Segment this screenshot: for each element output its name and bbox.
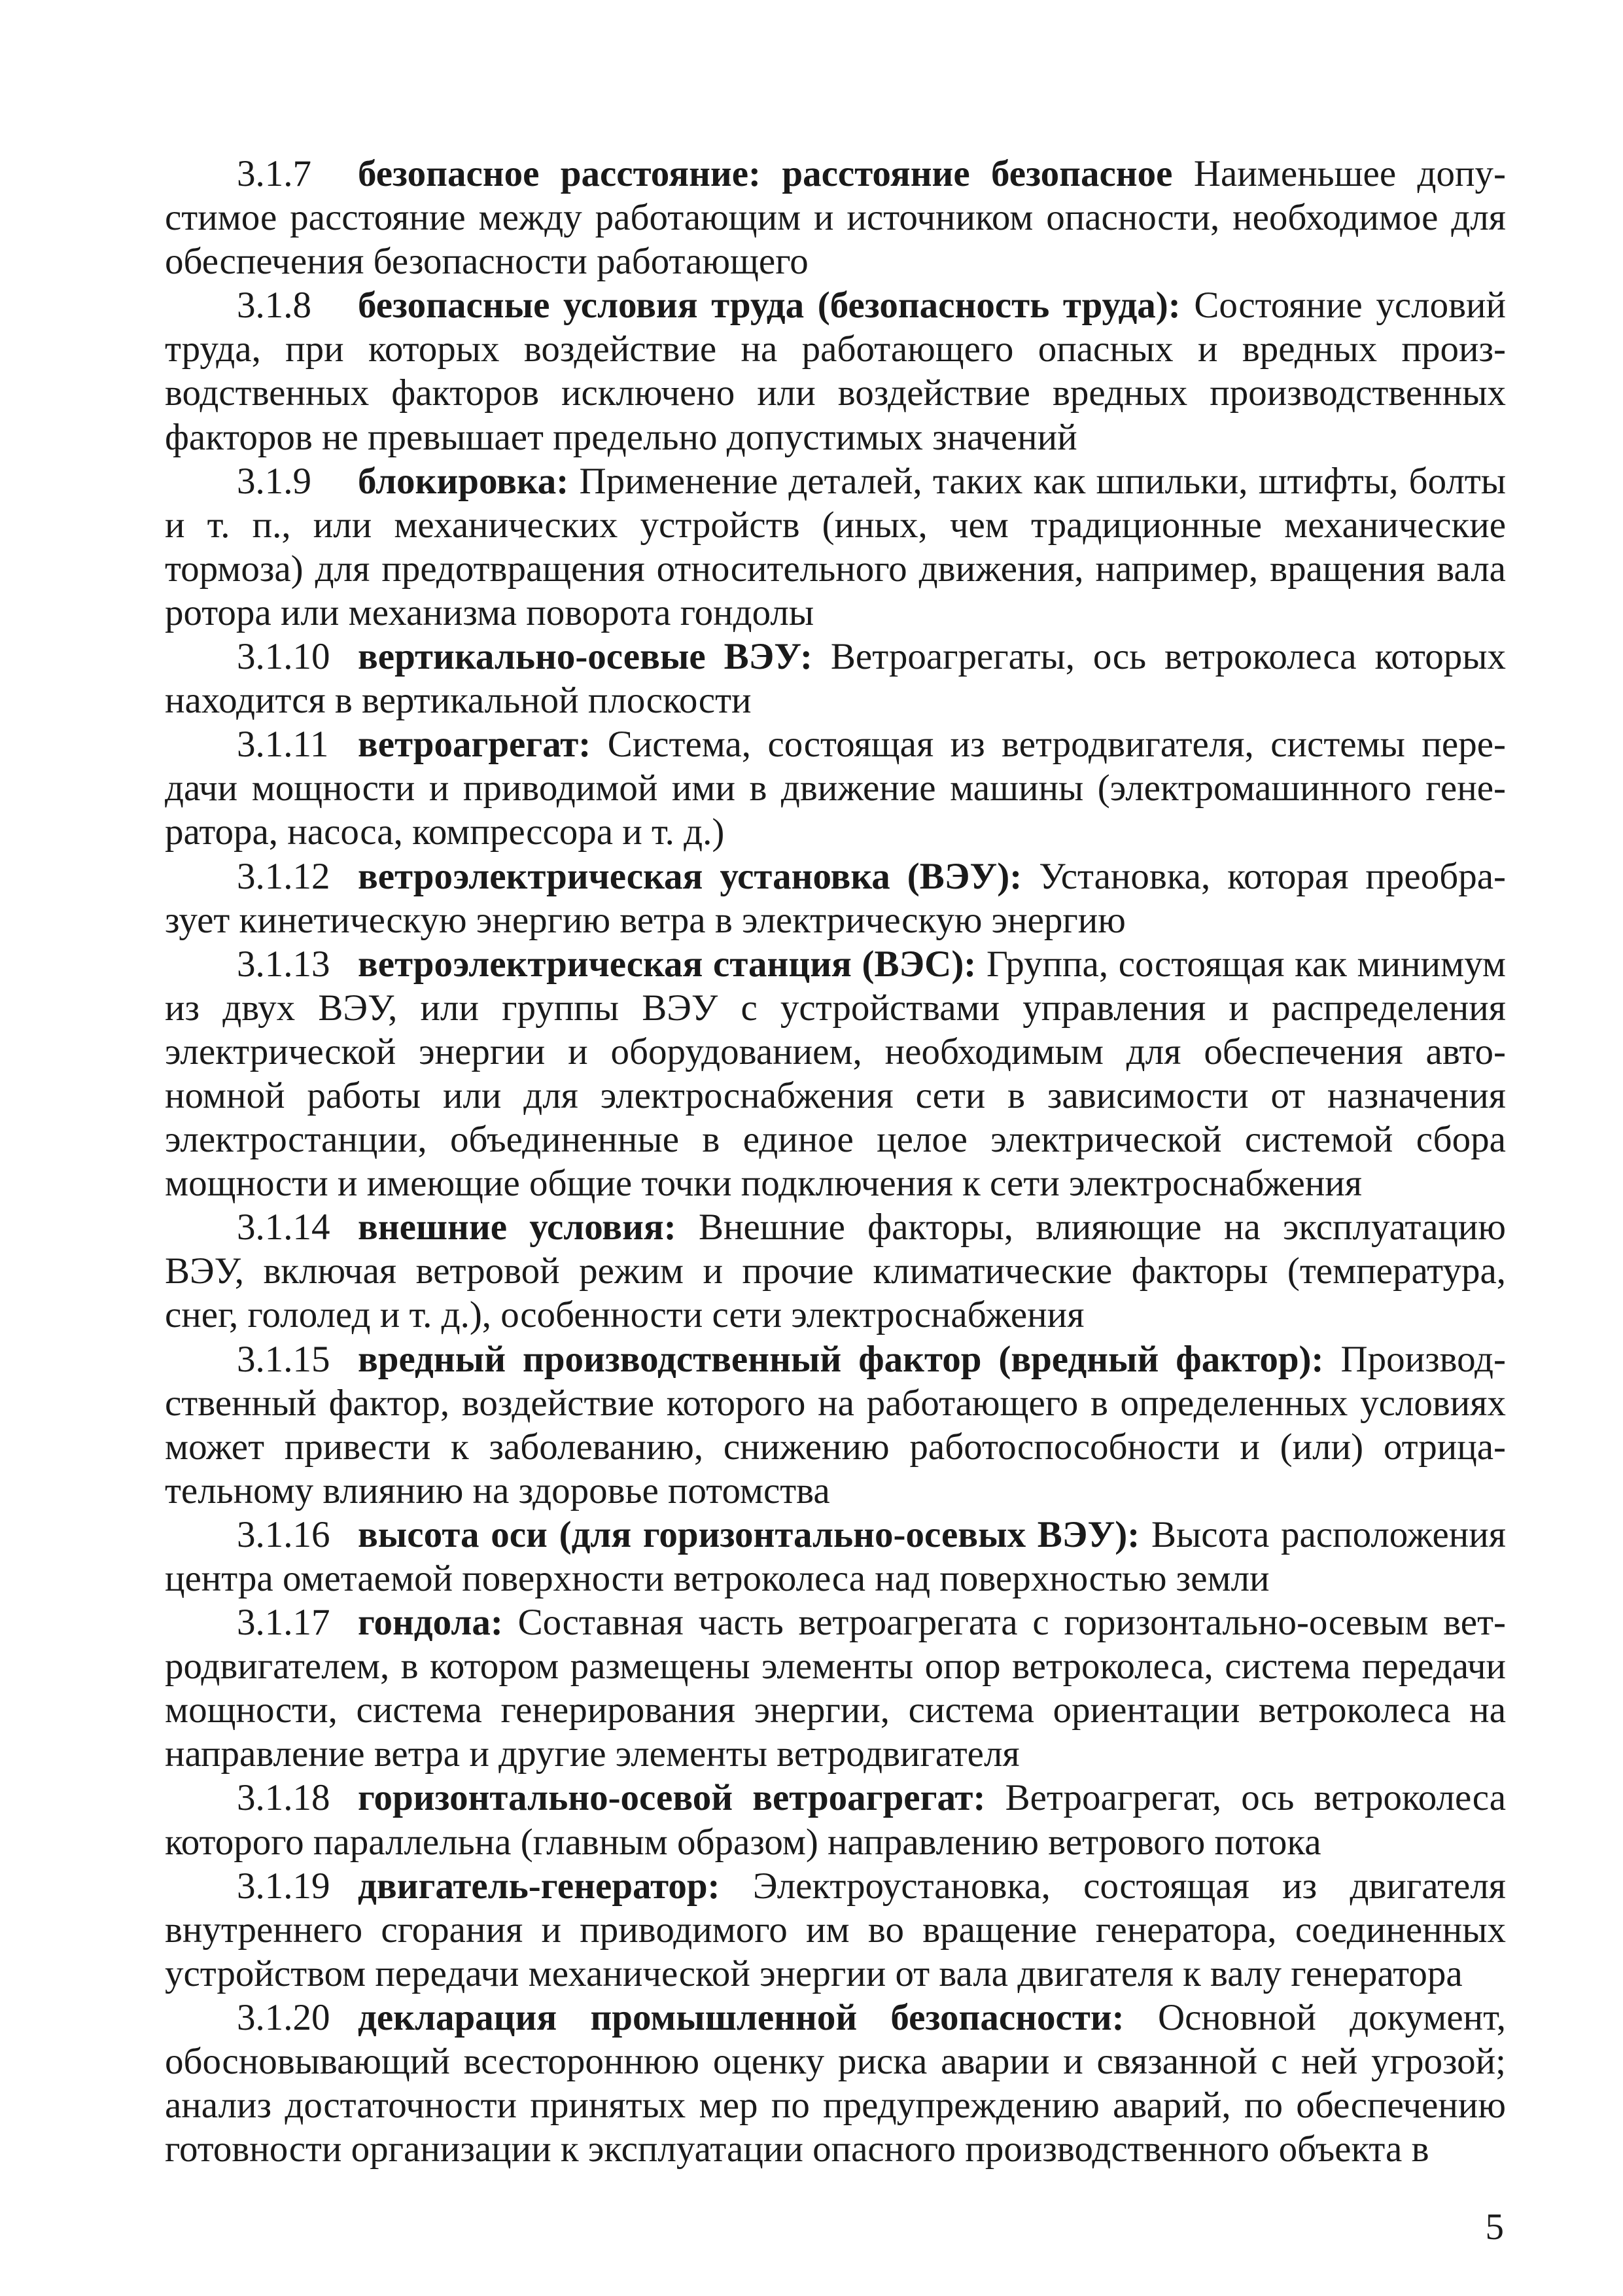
term: горизонтально-осевой ветроагрегат: (358, 1777, 986, 1819)
clause-number: 3.1.11 (237, 724, 329, 766)
definition-entry (165, 1996, 1506, 2171)
definition-text: Система, состоящая из ветродвигателя, системы передачи мощности и приводимой ими в движение машины (электромашинного генератора, насоса, компрессора и т. д.) (165, 724, 1506, 853)
clause-number: 3.1.19 (237, 1865, 330, 1907)
definition-entry (165, 722, 1506, 854)
term: гондола: (358, 1602, 503, 1644)
definition-entry (165, 1513, 1506, 1600)
clause-number: 3.1.10 (237, 636, 330, 678)
definition-entry (165, 1864, 1506, 1996)
definition-text: Основной документ, обосновывающий всестороннюю оценку риска аварии и связанной с ней угрозой; анализ достаточности принятых мер по предупреждению аварий, по обеспечению готовности организации к эксплуатации опасного производственного объекта в (165, 1996, 1506, 2170)
definition-text: Применение деталей, таких как шпильки, штифты, болты и т. п., или механических устройств (иных, чем традиционные механические тормоза) для предотвращения относительного движения, например, вращения вала ротора или механизма поворота гондолы (165, 460, 1507, 633)
term: ветроэлектрическая установка (ВЭУ): (358, 855, 1022, 897)
definition-text: Состояние условий труда, при которых воздействие на работающего опасных и вредных производственных факторов исключено или воздействие вредных производственных факторов не превышает предельно допустимых значений (165, 285, 1506, 458)
definition-text: Составная часть ветроагрегата с горизонтально-осевым ветродвигателем, в котором размещены элементы опор ветроколеса, система передачи мощности, система генерирования энергии, система ориентации ветроколеса на направление ветра и другие элементы ветродвигателя (165, 1602, 1506, 1775)
clause-number: 3.1.9 (237, 460, 311, 502)
term: безопасные условия труда (безопасность труда): (358, 285, 1181, 327)
term: ветроагрегат: (358, 724, 591, 766)
definition-entry (165, 1205, 1506, 1337)
definition-text: Высота расположения центра ометаемой поверхности ветроколеса над поверхностью земли (165, 1513, 1506, 1599)
term: вредный производственный фактор (вредный фактор): (358, 1338, 1324, 1380)
definition-entry (165, 942, 1506, 1206)
definition-text: Наименьшее допустимое расстояние между работающим и источником опасности, необходимое для обеспечения безопасности работающего (165, 153, 1506, 283)
definition-entry (165, 1600, 1506, 1776)
definition-entry (165, 283, 1506, 459)
clause-number: 3.1.20 (237, 1996, 330, 2038)
definition-entry (165, 1337, 1506, 1513)
definition-text: Внешние факторы, влияющие на эксплуатацию ВЭУ, включая ветровой режим и прочие климатические факторы (температура, снег, гололед и т. д.), особенности сети электроснабжения (165, 1207, 1507, 1336)
definition-text: Ветроагрегаты, ось ветроколеса которых находится в вертикальной плоскости (165, 636, 1507, 722)
clause-number: 3.1.17 (237, 1602, 330, 1644)
definition-text: Электроустановка, состоящая из двигателя внутреннего сгорания и приводимого им во вращение генератора, соединенных устройством передачи механической энергии от вала двигателя к валу генератора (165, 1865, 1507, 1994)
page-number: 5 (1485, 2206, 1504, 2248)
definition-entry (165, 1776, 1506, 1863)
clause-number: 3.1.16 (237, 1513, 330, 1555)
clause-number: 3.1.15 (237, 1338, 330, 1380)
definition-text: Производственный фактор, воздействие которого на работающего в определенных условиях может привести к заболеванию, снижению работоспособности и (или) отрицательному влиянию на здоровье потомства (165, 1338, 1506, 1511)
clause-number: 3.1.18 (237, 1777, 330, 1819)
term: вертикально-осевые ВЭУ: (358, 636, 812, 678)
term: блокировка: (358, 460, 569, 502)
term: высота оси (для горизонтально-осевых ВЭУ): (358, 1513, 1140, 1555)
definition-entry (165, 635, 1506, 722)
definition-entry (165, 855, 1506, 942)
term: декларация промышленной безопасности: (358, 1996, 1125, 2038)
definition-entry (165, 152, 1506, 283)
term: внешние условия: (358, 1207, 676, 1248)
term: безопасное расстояние: расстояние безопасное (358, 153, 1173, 194)
clause-number: 3.1.8 (237, 285, 311, 327)
definition-entry (165, 459, 1506, 635)
clause-number: 3.1.12 (237, 855, 330, 897)
definition-text: Ветроагрегат, ось ветроколеса которого параллельна (главным образом) направлению ветрового потока (165, 1777, 1507, 1863)
term: ветроэлектрическая станция (ВЭС): (358, 943, 977, 985)
definition-text: Установка, которая преобразует кинетическую энергию ветра в электрическую энергию (165, 855, 1506, 941)
definition-text: Группа, состоящая как минимум из двух ВЭУ, или группы ВЭУ с устройствами управления и распределения электрической энергии и оборудованием, необходимым для обеспечения автономной работы или для электроснабжения сети в зависимости от назначения электростанции, объединенные в единое целое электрической системой сбора мощности и имеющие общие точки подключения к сети электроснабжения (165, 943, 1506, 1205)
document-body (165, 152, 1506, 2171)
clause-number: 3.1.14 (237, 1207, 330, 1248)
clause-number: 3.1.13 (237, 943, 330, 985)
term: двигатель-генератор: (358, 1865, 720, 1907)
clause-number: 3.1.7 (237, 153, 311, 194)
